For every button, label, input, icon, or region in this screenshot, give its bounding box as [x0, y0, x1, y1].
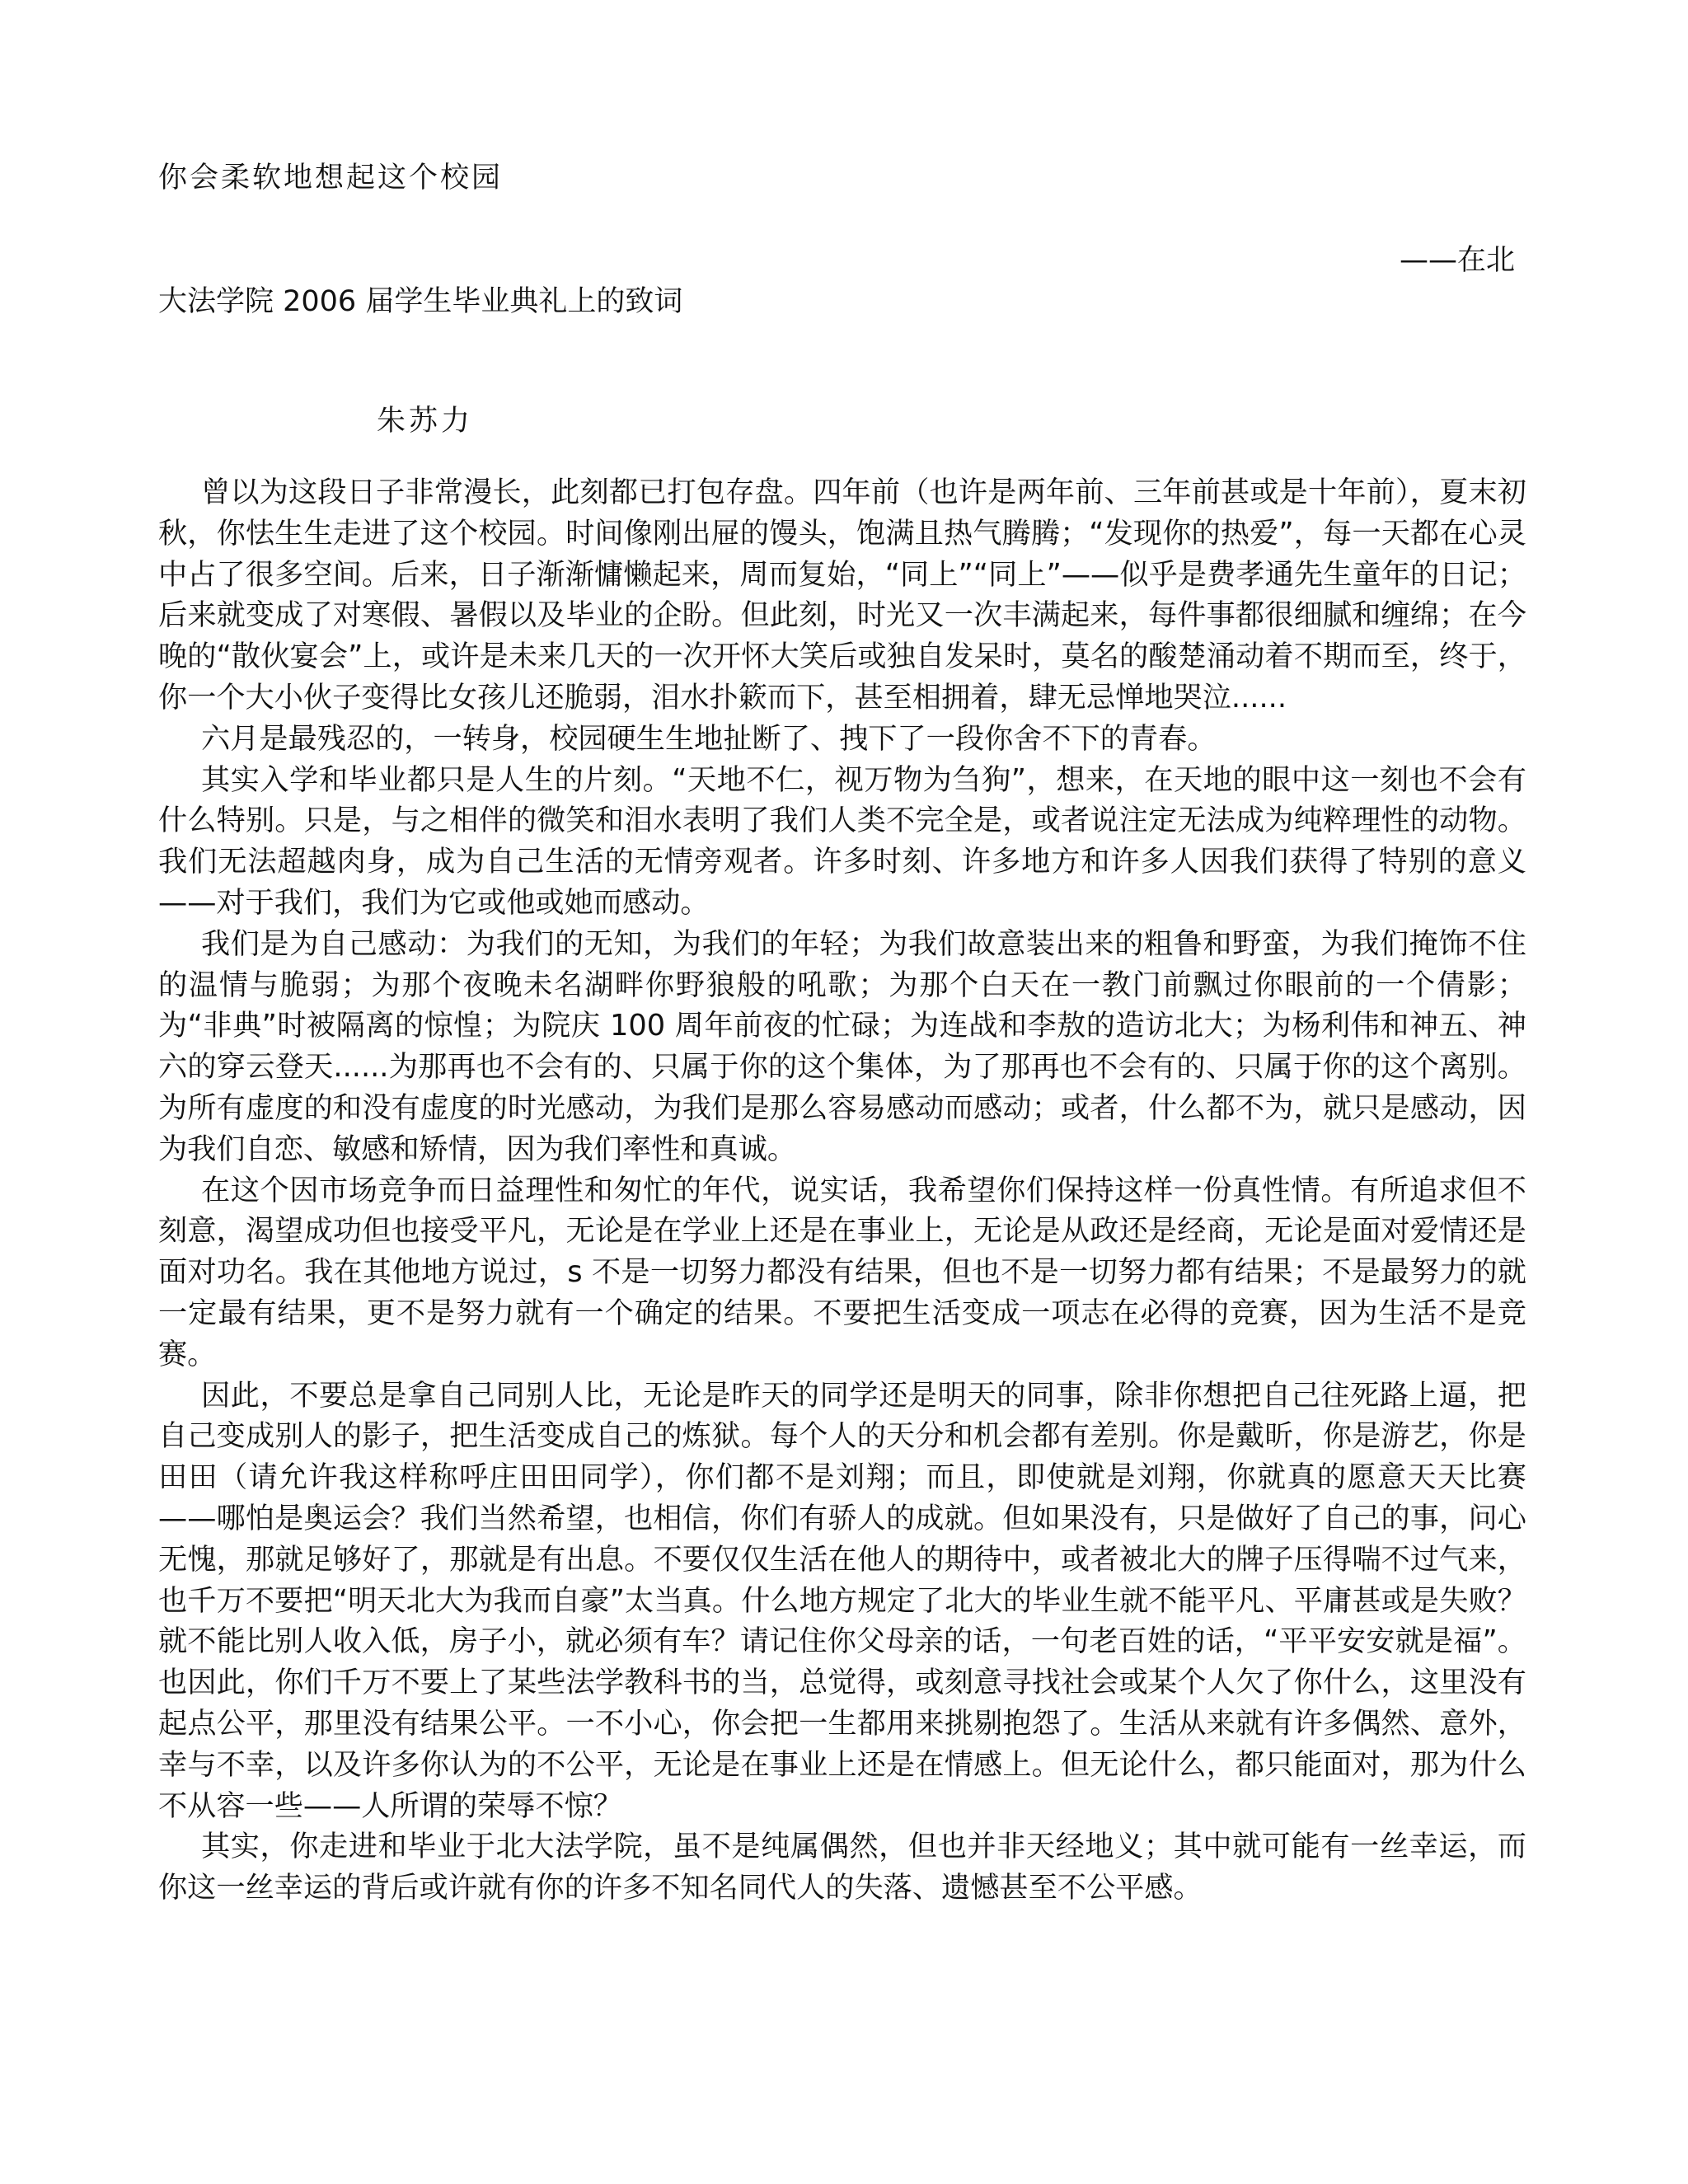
paragraph: 六月是最残忍的，一转身，校园硬生生地扯断了、拽下了一段你舍不下的青春。: [201, 721, 1217, 756]
paragraph: 我们是为自己感动：为我们的无知，为我们的年轻；为我们故意装出来的粗鲁和野蛮，为我们掩饰不住的温情与脆弱；为那个夜晚未名湖畔你野狼般的吼歌；为那个白天在一教门前飘过你眼前的一个倩影；为“非典”时被隔离的惊惶；为院庆 100 周年前夜的忙碌；为连战和李敖的造访北大；为杨利伟和神五、神六的穿云登天......为那再也不会有的、只属于你的这个集体，为了那再也不会有的、只属于你的这个离别。为所有虚度的和没有虚度的时光感动，为我们是那么容易感动而感动；或者，什么都不为，就只是感动，因为我们自恋、敏感和矫情，因为我们率性和真诚。: [158, 926, 1526, 1166]
author-name: 朱苏力: [377, 405, 474, 438]
paragraph: 其实入学和毕业都只是人生的片刻。“天地不仁，视万物为刍狗”，想来，在天地的眼中这一刻也不会有什么特别。只是，与之相伴的微笑和泪水表明了我们人类不完全是，或者说注定无法成为纯粹理性的动物。我们无法超越肉身，成为自己生活的无情旁观者。许多时刻、许多地方和许多人因我们获得了特别的意义——对于我们，我们为它或他或她而感动。: [158, 762, 1526, 920]
subtitle-dash-part: ——在北: [1399, 244, 1515, 277]
paragraph: 曾以为这段日子非常漫长，此刻都已打包存盘。四年前（也许是两年前、三年前甚或是十年前），夏末初秋，你怯生生走进了这个校园。时间像刚出屉的馒头，饱满且热气腾腾；“发现你的热爱”，每一天都在心灵中占了很多空间。后来，日子渐渐慵懒起来，周而复始，“同上”“同上”——似乎是费孝通先生童年的日记；后来就变成了对寒假、暑假以及毕业的企盼。但此刻，时光又一次丰满起来，每件事都很细腻和缠绵；在今晚的“散伙宴会”上，或许是未来几天的一次开怀大笑后或独自发呆时，莫名的酸楚涌动着不期而至，终于，你一个大小伙子变得比女孩儿还脆弱，泪水扑簌而下，甚至相拥着，肆无忌惮地哭泣......: [158, 476, 1526, 715]
body-text: [158, 472, 1526, 1909]
paragraph: 因此，不要总是拿自己同别人比，无论是昨天的同学还是明天的同事，除非你想把自己往死路上逼，把自己变成别人的影子，把生活变成自己的炼狱。每个人的天分和机会都有差别。你是戴昕，你是游艺，你是田田（请允许我这样称呼庄田田同学），你们都不是刘翔；而且，即使就是刘翔，你就真的愿意天天比赛——哪怕是奥运会？我们当然希望，也相信，你们有骄人的成就。但如果没有，只是做好了自己的事，问心无愧，那就足够好了，那就是有出息。不要仅仅生活在他人的期待中，或者被北大的牌子压得喘不过气来，也千万不要把“明天北大为我而自豪”太当真。什么地方规定了北大的毕业生就不能平凡、平庸甚或是失败？就不能比别人收入低，房子小，就必须有车？请记住你父母亲的话，一句老百姓的话，“平平安安就是福”。也因此，你们千万不要上了某些法学教科书的当，总觉得，或刻意寻找社会或某个人欠了你什么，这里没有起点公平，那里没有结果公平。一不小心，你会把一生都用来挑剔抱怨了。生活从来就有许多偶然、意外，幸与不幸，以及许多你认为的不公平，无论是在事业上还是在情感上。但无论什么，都只能面对，那为什么不从容一些——人所谓的荣辱不惊？: [158, 1378, 1526, 1823]
document-title: 你会柔软地想起这个校园: [158, 162, 504, 194]
paragraph: 其实，你走进和毕业于北大法学院，虽不是纯属偶然，但也并非天经地义；其中就可能有一丝幸运，而你这一丝幸运的背后或许就有你的许多不知名同代人的失落、遗憾甚至不公平感。: [158, 1830, 1526, 1905]
subtitle-rest-part: 大法学院 2006 届学生毕业典礼上的致词: [158, 285, 683, 318]
paragraph: 在这个因市场竞争而日益理性和匆忙的年代，说实话，我希望你们保持这样一份真性情。有所追求但不刻意，渴望成功但也接受平凡，无论是在学业上还是在事业上，无论是从政还是经商，无论是面对爱情还是面对功名。我在其他地方说过，s 不是一切努力都没有结果，但也不是一切努力都有结果；不是最努力的就一定最有结果，更不是努力就有一个确定的结果。不要把生活变成一项志在必得的竞赛，因为生活不是竞赛。: [158, 1173, 1526, 1371]
